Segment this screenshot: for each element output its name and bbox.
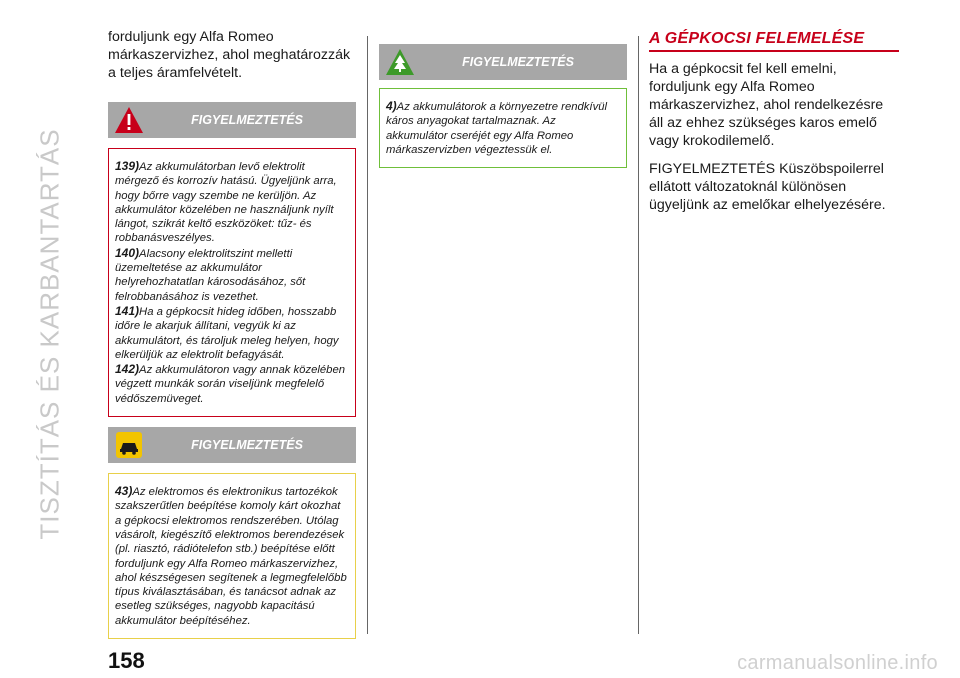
column-divider-2 — [638, 36, 639, 634]
warning-item-text: Ha a gépkocsit hideg időben, hosszabb időre le akarjuk állítani, vegyük ki az akkumulátort, és tároljuk meleg helyen, hogy elkerüljük az elektrolit befagyását. — [115, 305, 339, 361]
warning-header-3 — [379, 44, 627, 80]
danger-triangle-icon — [114, 105, 144, 135]
warning-item-number: 139) — [115, 159, 140, 173]
intro-paragraph: forduljunk egy Alfa Romeo márkaszervizhez, ahol meghatározzák a teljes áramfelvételt. — [108, 29, 351, 81]
column-3 — [649, 30, 899, 214]
environment-tree-icon — [385, 47, 415, 77]
warning-item-number: 140) — [115, 245, 140, 260]
page-number: 158 — [108, 648, 145, 673]
section-title: A GÉPKOCSI FELEMELÉSE — [649, 30, 899, 52]
watermark: carmanualsonline.info — [737, 652, 938, 674]
warning-item-text: Az akkumulátoron vagy annak közelében végzett munkák során viseljünk megfelelő védőszemüveget. — [115, 364, 346, 405]
warning-item — [115, 246, 349, 304]
car-warning-icon — [114, 430, 144, 460]
warning-item-number: 142) — [115, 362, 140, 377]
warning-title-2: FIGYELMEZTETÉS — [191, 438, 303, 453]
warning-header-2 — [108, 427, 356, 463]
warning-item — [386, 99, 620, 157]
warning-title-1: FIGYELMEZTETÉS — [191, 113, 303, 127]
warning-item-text: Alacsony elektrolitszint melletti üzemeltetése az akkumulátor helyrehozhatatlan károsodásához, sőt felrobbanásához is vezethet. — [115, 247, 306, 303]
warning-box-2 — [108, 473, 356, 639]
column-1 — [108, 28, 356, 639]
warning-box-1 — [108, 148, 356, 417]
lifting-warning-paragraph: FIGYELMEZTETÉS Küszöbspoilerrel ellátott változatoknál különösen ügyeljünk az emelőkar elhelyezésére. — [649, 161, 886, 213]
warning-box-3 — [379, 88, 627, 168]
warning-item-number: 4) — [386, 99, 397, 113]
warning-item-text: Az akkumulátorok a környezetre rendkívül káros anyagokat tartalmaznak. Az akkumulátor cseréjét egy Alfa Romeo márkaszervizben végeztessük el. — [386, 101, 608, 156]
warning-item-number: 43) — [115, 484, 133, 499]
warning-item-number: 141) — [115, 303, 140, 318]
warning-header-1 — [108, 102, 356, 138]
warning-title-3: FIGYELMEZTETÉS — [462, 55, 574, 69]
column-divider-1 — [367, 36, 368, 634]
warning-item — [115, 484, 349, 628]
warning-item-text: Az elektromos és elektronikus tartozékok szakszerűtlen beépítése komoly kárt okozhat a gépkocsi elektromos rendszerében. Utólag vásárolt, kiegészítő elektromos berendezések (pl. riasztó, rádiótelefon stb.) beépítése előtt forduljunk egy Alfa Romeo márkaszervizhez, ahol készségesen segítenek a legmegfelelőbb típus kiválasztásában, és tanácsot adnak az esetleg szükséges, nagyobb kapacitású akkumulátor beépítéséhez. — [115, 486, 347, 627]
warning-item — [115, 362, 349, 406]
warning-item — [115, 304, 349, 362]
column-2 — [379, 44, 627, 168]
warning-item-text: Az akkumulátorban levő elektrolit mérgező és korrozív hatású. Ügyeljünk arra, hogy bőrre vagy szembe ne kerüljön. Az akkumulátor közelében ne használjunk nyílt lángot, szikrát keltő eszközöket: tűz- és robbanásveszélyes. — [115, 161, 337, 245]
warning-item — [115, 159, 349, 246]
lifting-paragraph: Ha a gépkocsit fel kell emelni, forduljunk egy Alfa Romeo márkaszervizhez, ahol rendelkezésre áll az ehhez szükséges karos emelő vagy krokodilemelő. — [649, 61, 884, 149]
chapter-side-title: TISZTÍTÁS ÉS KARBANTARTÁS — [34, 128, 65, 540]
